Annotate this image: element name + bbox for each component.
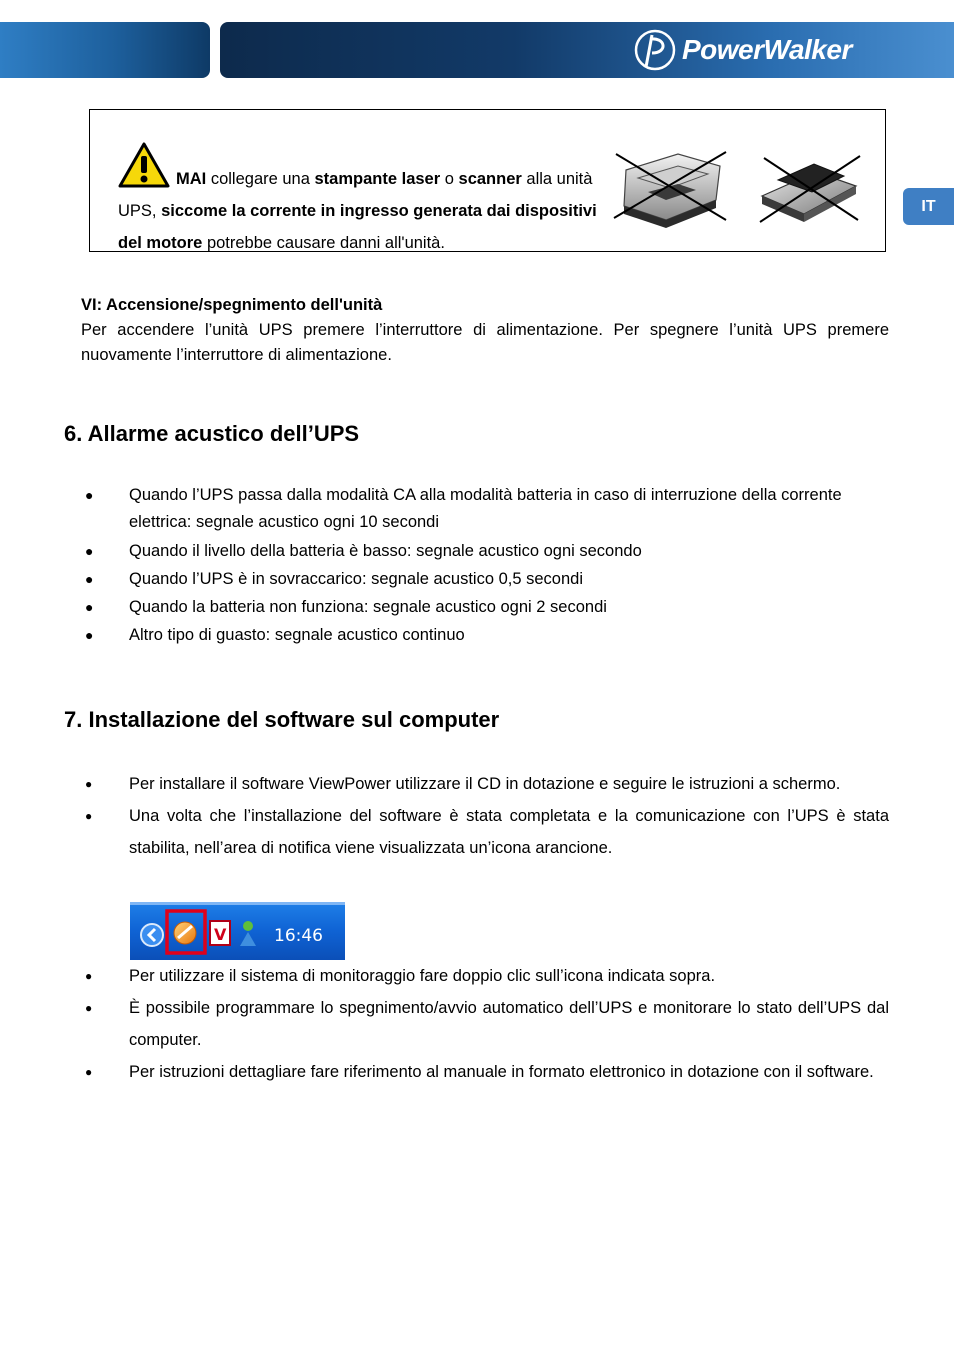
warning-text <box>118 142 598 259</box>
scanner-image <box>748 152 866 226</box>
system-tray-image <box>130 902 345 960</box>
warning-scanner: scanner <box>458 170 522 188</box>
list-item-text: Quando l’UPS passa dalla modalità CA alla modalità batteria in caso di interruzione della corrente elettrica: segnale acustico ogni 10 secondi <box>129 486 842 531</box>
bullet-icon: ● <box>85 777 93 791</box>
list-item-text: Quando l’UPS è in sovraccarico: segnale acustico 0,5 secondi <box>129 570 583 588</box>
list-item <box>81 768 889 800</box>
list-item <box>81 594 889 621</box>
powerwalker-logo-icon <box>632 27 678 73</box>
list-item <box>81 538 889 565</box>
bullet-icon: ● <box>85 599 94 615</box>
svg-text:V: V <box>214 925 227 944</box>
warning-reason: siccome la corrente in ingresso generata dai dispositivi del motore <box>118 202 597 252</box>
list-item-text: È possibile programmare lo spegnimento/avvio automatico dell’UPS e monitorare lo stato dell’UPS dal computer. <box>129 999 889 1049</box>
list-item <box>81 992 889 1056</box>
list-item <box>81 1056 889 1088</box>
tray-clock: 16:46 <box>274 926 323 946</box>
list-item-text: Una volta che l’installazione del software è stata completata e la comunicazione con l’UPS è stata stabilita, nell’area di notifica viene visualizzata un’icona arancione. <box>129 807 889 857</box>
bullet-icon: ● <box>85 627 94 643</box>
section-7-list-b <box>81 960 889 1088</box>
warning-laser-printer: stampante laser <box>314 170 441 188</box>
list-item-text: Per installare il software ViewPower utilizzare il CD in dotazione e seguire le istruzioni a schermo. <box>129 775 841 793</box>
bullet-icon: ● <box>85 1065 93 1079</box>
list-item-text: Per utilizzare il sistema di monitoraggio fare doppio clic sull’icona indicata sopra. <box>129 967 716 985</box>
system-tray-graphic <box>130 902 345 960</box>
bullet-icon: ● <box>85 487 94 503</box>
bullet-icon: ● <box>85 543 94 559</box>
list-item-text: Quando il livello della batteria è basso: segnale acustico ogni secondo <box>129 542 642 560</box>
bullet-icon: ● <box>85 1001 93 1015</box>
section-vi-title: VI: Accensione/spegnimento dell'unità <box>81 296 383 314</box>
section-7-heading: 7. Installazione del software sul computer <box>64 707 500 732</box>
list-item <box>81 482 889 536</box>
warning-segment: collegare una <box>206 170 315 188</box>
language-tab[interactable]: IT <box>903 188 954 225</box>
laser-printer-image <box>608 148 734 228</box>
section-vi-text: Per accendere l’unità UPS premere l’interruttore di alimentazione. Per spegnere l’unità UPS premere nuovamente l’interruttore di alimentazione. <box>81 321 889 364</box>
header-band-left <box>0 22 210 78</box>
list-item <box>81 566 889 593</box>
section-7-list-a <box>81 768 889 864</box>
section-6-list <box>81 482 889 649</box>
list-item-text: Altro tipo di guasto: segnale acustico continuo <box>129 626 465 644</box>
warning-segment: o <box>440 170 459 188</box>
section-6-heading: 6. Allarme acustico dell’UPS <box>64 421 360 446</box>
list-item <box>81 960 889 992</box>
bullet-icon: ● <box>85 571 94 587</box>
list-item-text: Per istruzioni dettagliare fare riferimento al manuale in formato elettronico in dotazione con il software. <box>129 1063 874 1081</box>
warning-never: MAI <box>176 170 207 188</box>
warning-segment: potrebbe causare danni all'unità. <box>202 234 445 252</box>
brand-name: PowerWalker <box>682 34 852 65</box>
list-item <box>81 800 889 864</box>
warning-triangle-icon <box>118 142 170 188</box>
list-item-text: Quando la batteria non funziona: segnale acustico ogni 2 secondi <box>129 598 607 616</box>
list-item <box>81 622 889 649</box>
bullet-icon: ● <box>85 969 93 983</box>
bullet-icon: ● <box>85 809 93 823</box>
warning-segment: alla unità UPS, <box>118 170 593 220</box>
powerwalker-logo <box>632 26 852 74</box>
